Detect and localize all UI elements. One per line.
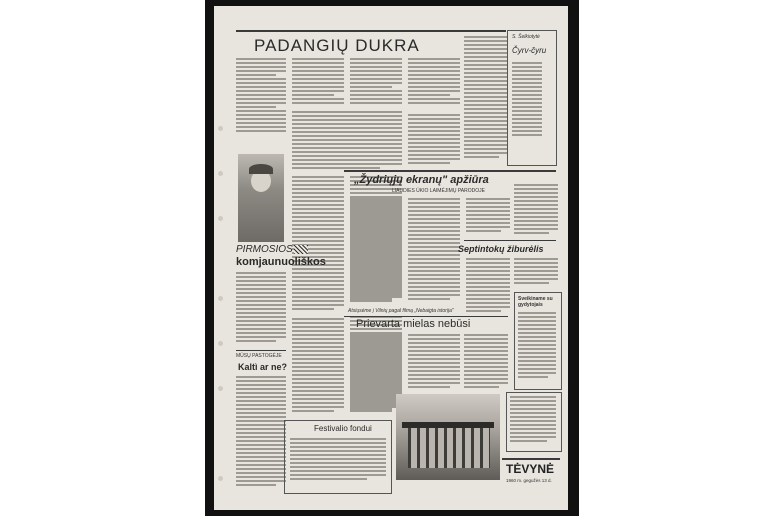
article-text <box>350 58 402 110</box>
punch-hole <box>218 296 223 301</box>
article-text <box>290 438 386 486</box>
punch-hole <box>218 341 223 346</box>
article-title-prievarta: Prievarta mielas nebūsi <box>356 318 471 330</box>
building-roof <box>402 422 494 428</box>
article-title-komjaunuoliskos: komjaunuoliškos <box>236 256 326 268</box>
article-text <box>236 272 286 350</box>
article-subtitle: LIAUDIES ŪKIO LAIMĖJIMŲ PARODOJE <box>392 188 485 194</box>
top-rule <box>236 30 506 32</box>
building-windows <box>408 428 490 468</box>
newspaper-page <box>214 6 568 510</box>
article-text <box>292 111 402 173</box>
poem-text <box>512 62 550 160</box>
punch-hole <box>218 171 223 176</box>
article-title-pirmosios: PIRMOSIOS <box>236 244 293 255</box>
building-photo <box>396 394 500 480</box>
article-text <box>514 184 558 242</box>
article-title-kalti: Kaltì ar ne? <box>238 362 288 372</box>
article-text <box>514 258 558 288</box>
article-text <box>464 36 508 166</box>
article-text <box>350 198 402 306</box>
punch-hole <box>218 386 223 391</box>
article-text <box>236 58 286 138</box>
article-text <box>464 334 508 392</box>
article-title-festivalio: Festivalio fondui <box>314 424 372 433</box>
section-rule <box>464 240 556 241</box>
article-title-ekranu: „Žydriųjų ekranų" apžiūra <box>354 174 489 186</box>
article-text <box>466 258 510 318</box>
punch-hole <box>218 476 223 481</box>
section-rule <box>344 170 556 172</box>
article-text <box>408 198 460 306</box>
greeting-text <box>518 312 556 384</box>
kicker: MŪSŲ PASTOGĖJE <box>236 353 282 359</box>
article-text <box>408 114 460 169</box>
poem-author: S. Šelkiotytė <box>512 34 540 40</box>
greeting-title: Sveikiname su gydytojais <box>518 296 553 308</box>
film-caption: Atsiųsėme į Vilnių pagal filmą „Nebaigta istorija" <box>348 308 454 314</box>
punch-hole <box>218 126 223 131</box>
article-text <box>408 58 460 110</box>
section-rule <box>236 350 286 351</box>
article-title-septintoku: Septintokų žiburėlis <box>458 244 544 254</box>
notice-text <box>510 396 556 446</box>
section-rule <box>344 316 508 317</box>
article-text <box>292 318 344 418</box>
article-text <box>350 334 402 414</box>
poem-title: Čyrv-čyru <box>512 46 547 55</box>
article-text <box>408 334 460 392</box>
article-text <box>292 58 344 106</box>
punch-hole <box>218 216 223 221</box>
ornament <box>294 245 308 254</box>
nameplate: TĖVYNĖ <box>506 462 555 476</box>
article-text <box>466 198 510 238</box>
issue-line: 1960 m. gegužės 13 d. <box>506 478 552 483</box>
article-text <box>236 376 286 494</box>
portrait-hair <box>249 164 273 174</box>
footer-rule <box>502 458 560 460</box>
headline: PADANGIŲ DUKRA <box>254 36 420 55</box>
portrait-photo <box>238 154 284 242</box>
